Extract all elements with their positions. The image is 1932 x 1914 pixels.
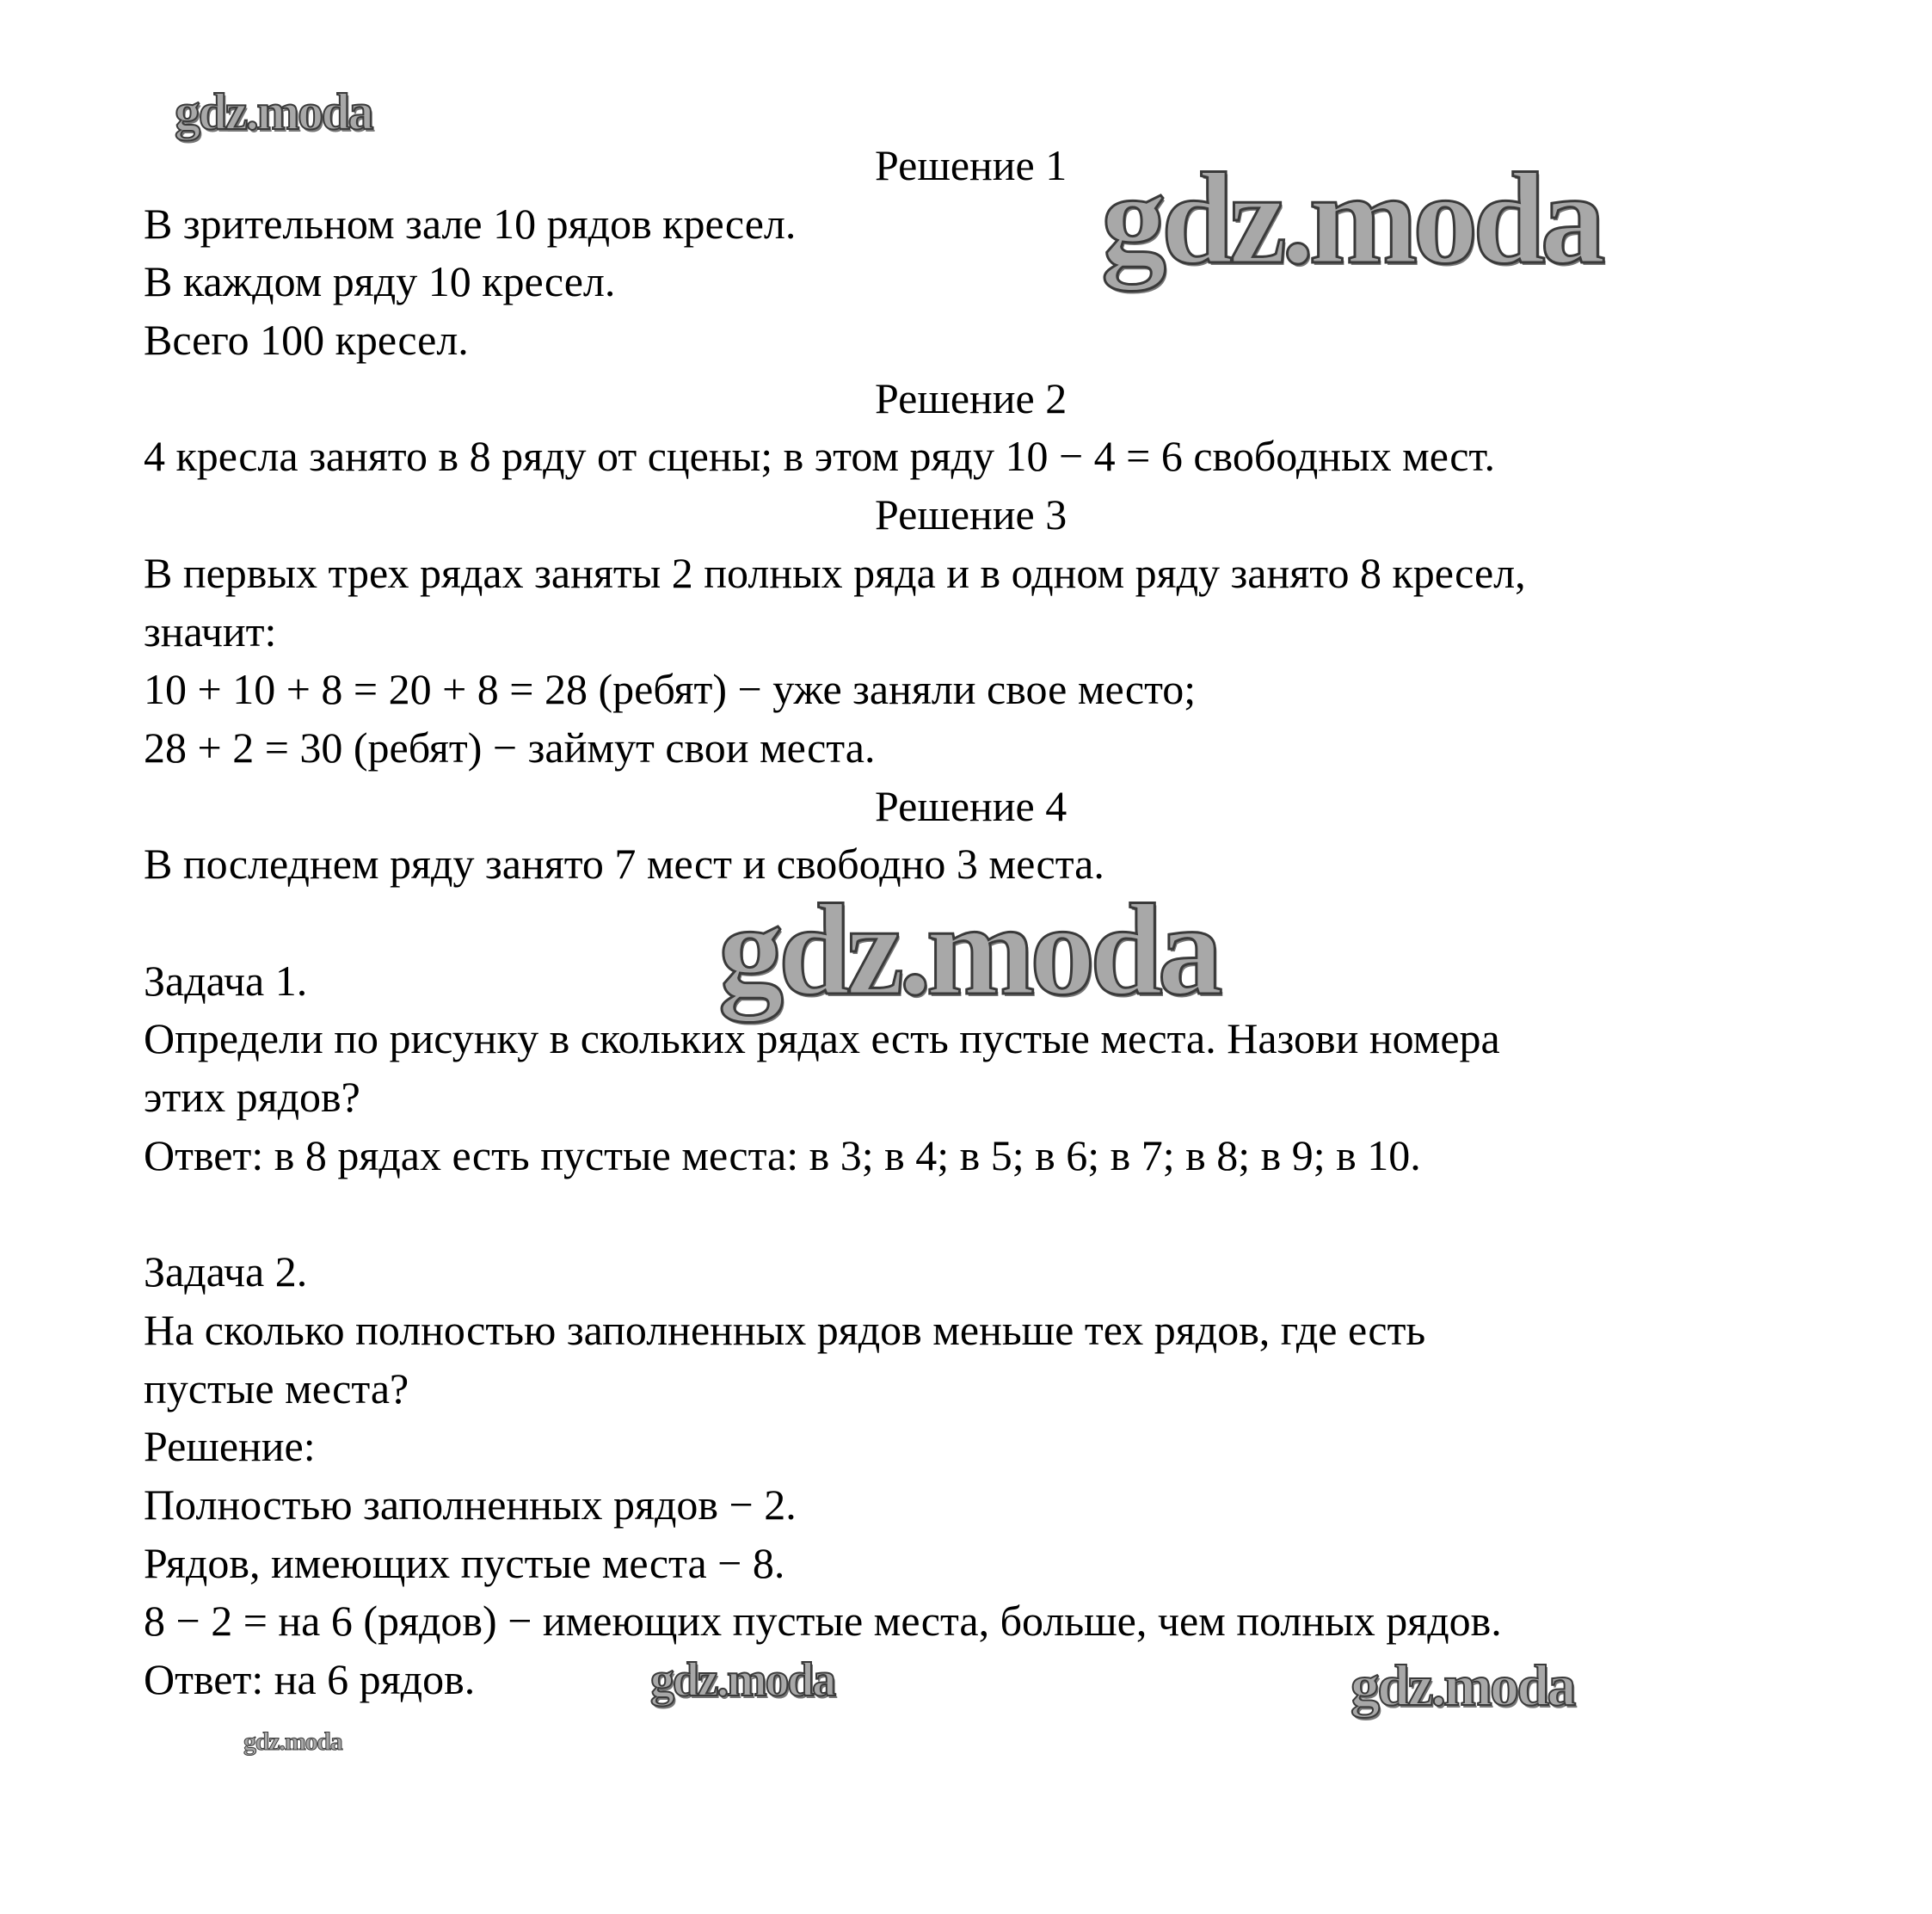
text-line: 4 кресла занято в 8 ряду от сцены; в этом ряду 10 − 4 = 6 свободных мест.	[144, 432, 1495, 480]
task-2-heading: Задача 2.	[144, 1247, 308, 1295]
watermark: gdz.moda	[1351, 1652, 1574, 1718]
watermark: gdz.moda	[718, 877, 1218, 1022]
text-line: Полностью заполненных рядов − 2.	[144, 1480, 797, 1529]
watermark: gdz.moda	[243, 1727, 342, 1756]
text-line: Решение:	[144, 1422, 316, 1470]
text-line: Рядов, имеющих пустые места − 8.	[144, 1539, 785, 1587]
solution-3-heading: Решение 3	[875, 490, 1068, 539]
text-line: В каждом ряду 10 кресел.	[144, 257, 616, 305]
solution-1-heading: Решение 1	[875, 141, 1068, 189]
text-line: Всего 100 кресел.	[144, 316, 469, 364]
text-line: Ответ: в 8 рядах есть пустые места: в 3; в 4; в 5; в 6; в 7; в 8; в 9; в 10.	[144, 1131, 1421, 1179]
text-line: Ответ: на 6 рядов.	[144, 1655, 476, 1703]
text-line: 28 + 2 = 30 (ребят) − займут свои места.	[144, 723, 876, 772]
task-1-heading: Задача 1.	[144, 957, 308, 1005]
text-line: В первых трех рядах заняты 2 полных ряда и в одном ряду занято 8 кресел,	[144, 549, 1526, 597]
text-line: В зрительном зале 10 рядов кресел.	[144, 200, 797, 248]
watermark: gdz.moda	[175, 83, 372, 140]
watermark: gdz.moda	[1101, 146, 1601, 291]
text-line: На сколько полностью заполненных рядов меньше тех рядов, где есть	[144, 1306, 1426, 1354]
text-line: Определи по рисунку в скольких рядах есть пустые места. Назови номера	[144, 1014, 1500, 1062]
text-line: 8 − 2 = на 6 (рядов) − имеющих пустые места, больше, чем полных рядов.	[144, 1597, 1502, 1645]
solution-2-heading: Решение 2	[875, 374, 1068, 422]
text-line: В последнем ряду занято 7 мест и свободно 3 места.	[144, 840, 1104, 888]
text-line: значит:	[144, 607, 277, 655]
text-line: этих рядов?	[144, 1073, 360, 1121]
text-line: пустые места?	[144, 1364, 409, 1412]
text-line: 10 + 10 + 8 = 20 + 8 = 28 (ребят) − уже заняли свое место;	[144, 665, 1197, 713]
solution-4-heading: Решение 4	[875, 782, 1068, 830]
watermark: gdz.moda	[650, 1653, 834, 1707]
